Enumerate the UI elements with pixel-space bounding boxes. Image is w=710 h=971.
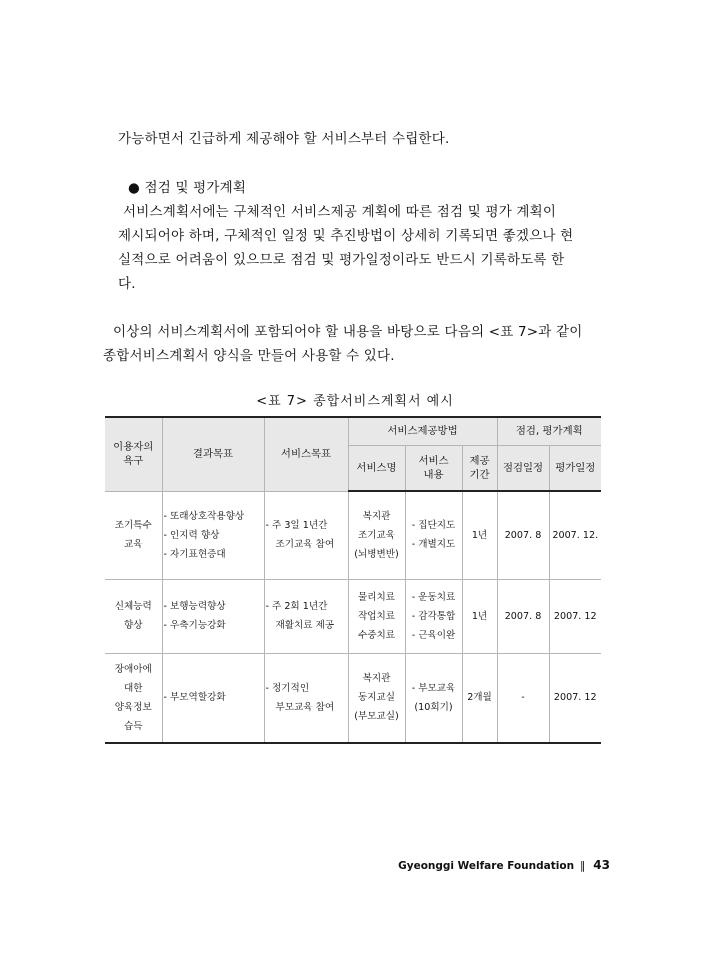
header-period: 제공 기간 xyxy=(462,445,497,491)
cell-goal: - 보행능력향상 - 우축기능강화 xyxy=(162,579,264,653)
cell-period: 1년 xyxy=(462,579,497,653)
footer-separator: ‖ xyxy=(580,860,586,872)
cell-service-name: 복지관 조기교육 (뇌병변반) xyxy=(348,491,405,579)
cell-service-content: - 집단지도 - 개별지도 xyxy=(405,491,462,579)
body-line-1: 가능하면서 긴급하게 제공해야 할 서비스부터 수립한다. xyxy=(118,131,450,147)
paragraph-1-line-3: 실적으로 어려움이 있으므로 점검 및 평가일정이라도 반드시 기록하도록 한 xyxy=(118,252,565,268)
cell-need: 장애아에 대한 양육정보 습득 xyxy=(105,653,162,743)
cell-service-content: - 부모교육 (10회기) xyxy=(405,653,462,743)
table-row xyxy=(105,491,601,579)
cell-need: 조기특수 교육 xyxy=(105,491,162,579)
header-method: 서비스제공방법 xyxy=(348,417,497,445)
cell-check-date: 2007. 8 xyxy=(497,491,549,579)
cell-period: 2개월 xyxy=(462,653,497,743)
header-check-date: 점검일정 xyxy=(497,445,549,491)
paragraph-2-line-2: 종합서비스계획서 양식을 만들어 사용할 수 있다. xyxy=(103,348,395,364)
header-goal: 결과목표 xyxy=(162,417,264,491)
table-row xyxy=(105,653,601,743)
cell-goal: - 또래상호작용향상 - 인지력 향상 - 자기표현증대 xyxy=(162,491,264,579)
cell-service-content: - 운동치료 - 감각통합 - 근육이완 xyxy=(405,579,462,653)
paragraph-1-line-4: 다. xyxy=(118,276,136,292)
cell-period: 1년 xyxy=(462,491,497,579)
header-service-goal: 서비스목표 xyxy=(264,417,348,491)
cell-service-name: 물리치료 작업치료 수중치료 xyxy=(348,579,405,653)
paragraph-1-line-1: 서비스계획서에는 구체적인 서비스제공 계획에 따른 점검 및 평가 계획이 xyxy=(123,204,557,220)
section-bullet-heading: ● 점검 및 평가계획 xyxy=(128,180,247,196)
page-number: 43 xyxy=(593,858,610,872)
header-evaluation: 점검, 평가계획 xyxy=(497,417,601,445)
header-service-content: 서비스 내용 xyxy=(405,445,462,491)
cell-eval-date: 2007. 12 xyxy=(549,579,601,653)
paragraph-1-line-2: 제시되어야 하며, 구체적인 일정 및 추진방법이 상세히 기록되면 좋겠으나 현 xyxy=(118,228,574,244)
cell-service-goal: - 주 3일 1년간 조기교육 참여 xyxy=(264,491,348,579)
cell-check-date: 2007. 8 xyxy=(497,579,549,653)
paragraph-2-line-1: 이상의 서비스계획서에 포함되어야 할 내용을 바탕으로 다음의 <표 7>과 같이 xyxy=(113,324,583,340)
table-row xyxy=(105,579,601,653)
header-service-name: 서비스명 xyxy=(348,445,405,491)
cell-goal: - 부모역할강화 xyxy=(162,653,264,743)
service-plan-table xyxy=(105,416,601,744)
table-caption: <표 7> 종합서비스계획서 예시 xyxy=(256,394,454,409)
page-footer xyxy=(398,858,610,872)
cell-service-goal: - 주 2회 1년간 재활치료 제공 xyxy=(264,579,348,653)
cell-eval-date: 2007. 12 xyxy=(549,653,601,743)
cell-check-date: - xyxy=(497,653,549,743)
footer-org: Gyeonggi Welfare Foundation xyxy=(398,860,575,872)
cell-eval-date: 2007. 12. xyxy=(549,491,601,579)
header-eval-date: 평가일정 xyxy=(549,445,601,491)
header-need: 이용자의 욕구 xyxy=(105,417,162,491)
cell-need: 신체능력 향상 xyxy=(105,579,162,653)
cell-service-goal: - 정기적인 부모교육 참여 xyxy=(264,653,348,743)
cell-service-name: 복지관 동지교실 (부모교실) xyxy=(348,653,405,743)
